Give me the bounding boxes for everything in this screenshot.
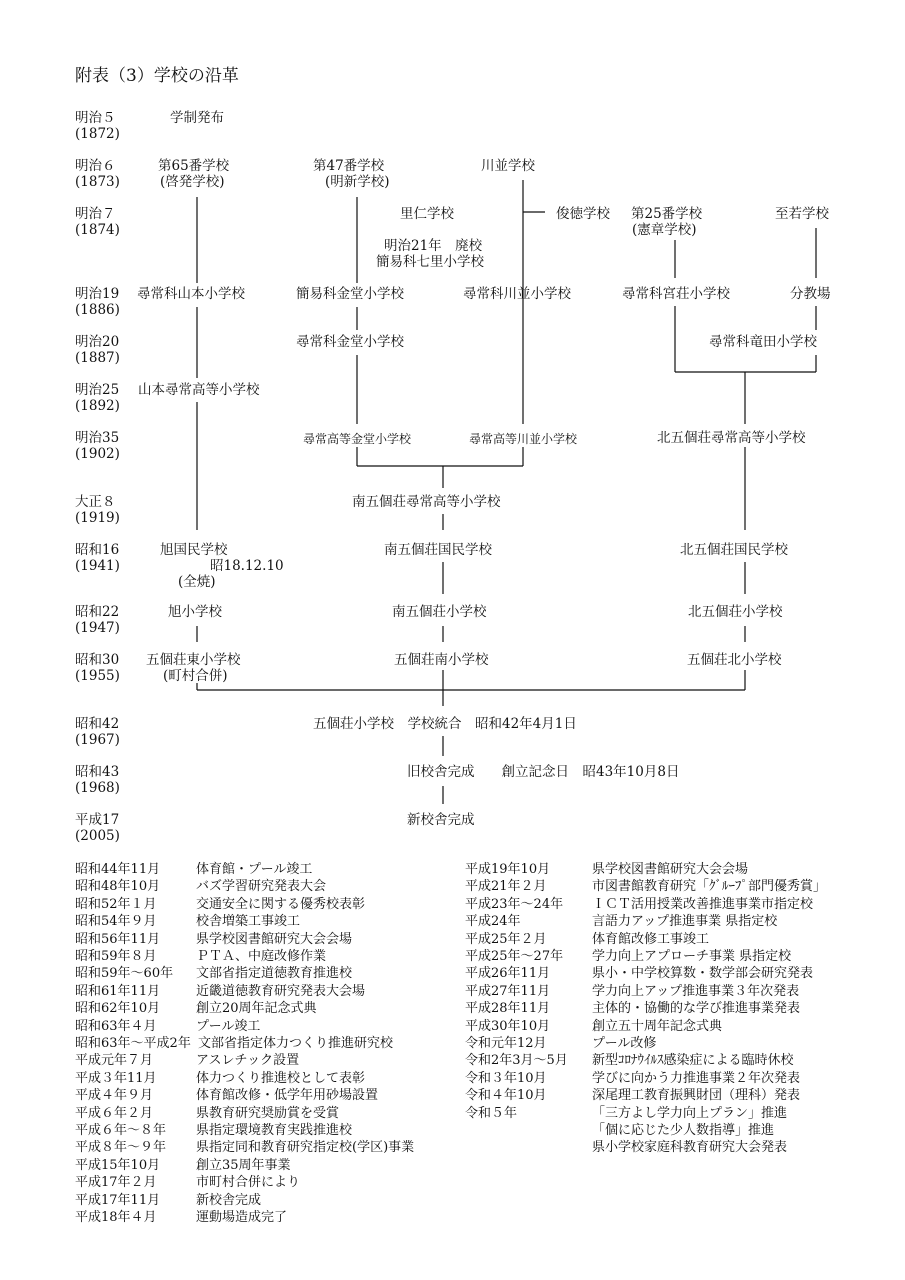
event-date: 令和元年12月 (465, 1036, 547, 1051)
event-text: 県学校図書館研究大会会場 (196, 931, 353, 947)
era-label: 明治20 (75, 334, 120, 350)
event-text: 校舎増築工事竣工 (196, 914, 301, 930)
era-label: 昭和43 (75, 764, 120, 780)
event-text: 交通安全に関する優秀校表彰 (196, 896, 366, 912)
event-date: 平成18年４月 (75, 1210, 157, 1225)
era-label: 明治５ (75, 110, 116, 126)
year-label: (1873) (75, 174, 120, 190)
era-label: 大正８ (75, 494, 116, 510)
event-text: 「個に応じた少人数指導」推進 (592, 1123, 775, 1138)
event-text: 体育館改修・低学年用砂場設置 (196, 1088, 379, 1104)
node-school-65: 第65番学校 (158, 158, 230, 174)
event-date: 平成28年11月 (465, 1001, 551, 1017)
node-shijaku: 至若学校 (775, 206, 829, 222)
event-date: 平成30年10月 (465, 1018, 551, 1034)
event-text: 文部省指定道徳教育推進校 (196, 966, 353, 982)
node-kita-kokumin: 北五個荘国民学校 (680, 542, 788, 558)
event-date: 昭和56年11月 (75, 931, 161, 947)
event-text: 創立20周年記念式典 (196, 1001, 317, 1017)
event-date: 昭和61年11月 (75, 983, 161, 999)
event-date: 平成17年２月 (75, 1175, 157, 1191)
node-gakusei: 学制発布 (170, 110, 224, 126)
event-text: 近畿道徳教育研究発表大会場 (196, 983, 366, 999)
year-label: (1947) (75, 620, 120, 636)
event-date: 平成17年11月 (75, 1192, 161, 1208)
event-text: プール竣工 (196, 1018, 261, 1034)
era-label: 昭和30 (75, 652, 120, 668)
node-yamamoto: 尋常科山本小学校 (137, 286, 245, 302)
event-date: 平成６年～８年 (75, 1123, 167, 1138)
node-school-47: 第47番学校 (313, 158, 385, 174)
event-date: 平成23年～24年 (465, 896, 564, 912)
event-text: 県小・中学校算数・数学部会研究発表 (592, 966, 814, 982)
event-text: 市図書館教育研究「ｸﾞﾙｰﾌﾟ部門優秀賞」 (592, 879, 827, 895)
event-date: 平成元年７月 (75, 1053, 154, 1069)
event-text: アスレチック設置 (196, 1053, 300, 1069)
node-shichiri: 簡易科七里小学校 (376, 254, 484, 270)
event-date: 昭和54年９月 (75, 914, 157, 930)
event-date: 令和５年 (465, 1105, 518, 1121)
event-date: 昭和44年11月 (75, 862, 161, 877)
era-label: 明治35 (75, 430, 120, 446)
event-date: 平成25年２月 (465, 931, 547, 947)
year-label: (1874) (75, 222, 120, 238)
event-date: 平成19年10月 (465, 862, 551, 877)
event-date: 平成27年11月 (465, 983, 551, 999)
year-label: (1886) (75, 302, 120, 318)
node-merge: 五個荘小学校 学校統合 昭和42年4月1日 (313, 716, 577, 732)
event-text: ＰＴＡ、中庭改修作業 (196, 949, 327, 964)
node-kawanami-koto: 尋常高等川並小学校 (469, 432, 578, 446)
event-text: 新型ｺﾛﾅｳｲﾙｽ感染症による臨時休校 (592, 1053, 794, 1069)
event-date: 平成３年11月 (75, 1070, 157, 1086)
event-text: 県小学校家庭科教育研究大会発表 (592, 1140, 788, 1156)
event-date: 昭和62年10月 (75, 1001, 161, 1017)
event-text: 体育館・プール竣工 (196, 862, 313, 877)
year-label: (1902) (75, 446, 120, 462)
node-kita-sho: 北五個荘小学校 (688, 604, 783, 620)
event-text: 運動場造成完了 (196, 1210, 288, 1225)
year-label: (1955) (75, 668, 120, 684)
event-text: 学力向上アプローチ事業 県指定校 (592, 949, 792, 964)
event-text: 言語力アップ推進事業 県指定校 (592, 914, 778, 930)
event-text: 県指定環境教育実践推進校 (196, 1123, 353, 1138)
year-label: (1892) (75, 398, 120, 414)
node-yamamoto-koto: 山本尋常高等小学校 (138, 382, 260, 398)
node-asahi-sho: 旭小学校 (168, 604, 222, 620)
node-burn-date: 昭18.12.10 (210, 558, 284, 574)
node-gokasho-kita: 五個荘北小学校 (687, 652, 782, 668)
node-rijin: 里仁学校 (400, 206, 454, 222)
node-minami-koto: 南五個荘尋常高等小学校 (352, 494, 501, 510)
event-text: 市町村合併により (196, 1175, 301, 1191)
era-label: 明治６ (75, 158, 116, 174)
node-kawanami-jinjo: 尋常科川並小学校 (463, 286, 571, 302)
event-date: 昭和52年１月 (75, 896, 157, 912)
event-text: 主体的・協働的な学び推進事業発表 (592, 1001, 801, 1017)
era-label: 昭和22 (75, 604, 120, 620)
node-kinsai-jinjo: 尋常科金堂小学校 (296, 334, 404, 350)
year-label: (2005) (75, 828, 120, 844)
era-label: 明治19 (75, 286, 120, 302)
event-text: プール改修 (592, 1036, 657, 1051)
event-text: 県学校図書館研究大会会場 (592, 862, 749, 877)
event-date: 平成６年２月 (75, 1105, 154, 1121)
event-date: 昭和48年10月 (75, 879, 161, 895)
node-kawanami: 川並学校 (481, 158, 535, 174)
node-minami-kokumin: 南五個荘国民学校 (384, 542, 492, 558)
event-text: 「三方よし学力向上プラン」推進 (592, 1105, 788, 1121)
node-asahi-kokumin: 旭国民学校 (160, 542, 228, 558)
node-miyanosho: 尋常科宮荘小学校 (622, 286, 730, 302)
event-date: 平成21年２月 (465, 879, 547, 895)
event-date: 昭和63年～平成2年 (75, 1036, 191, 1051)
event-text: 学力向上アップ推進事業３年次発表 (592, 983, 800, 999)
event-date: 平成26年11月 (465, 966, 551, 982)
event-text: 文部省指定体力つくり推進研究校 (198, 1036, 394, 1051)
event-text: 新校舎完成 (196, 1192, 262, 1208)
node-higashi-sub: (町村合併) (163, 668, 228, 684)
node-haiko: 明治21年 廃校 (384, 238, 483, 254)
era-label: 昭和16 (75, 542, 120, 558)
event-date: 令和４年10月 (465, 1088, 547, 1104)
event-date: 昭和59年～60年 (75, 966, 174, 982)
node-school-47-sub: (明新学校) (325, 174, 390, 190)
node-kita-koto: 北五個荘尋常高等小学校 (657, 430, 806, 446)
event-text: 体力つくり推進校として表彰 (196, 1070, 366, 1086)
event-date: 平成８年～９年 (75, 1140, 167, 1156)
era-label: 明治７ (75, 206, 116, 222)
node-school-25-sub: (憲章学校) (632, 222, 697, 238)
event-date: 平成25年～27年 (465, 949, 564, 964)
event-date: 平成15年10月 (75, 1157, 161, 1173)
node-new-building: 新校舎完成 (407, 812, 475, 828)
year-label: (1968) (75, 780, 120, 796)
year-label: (1887) (75, 350, 120, 366)
event-text: 体育館改修工事竣工 (592, 931, 710, 947)
node-kinsai-kani: 簡易科金堂小学校 (296, 286, 404, 302)
event-text: 深尾理工教育振興財団（理科）発表 (592, 1088, 801, 1104)
era-label: 平成17 (75, 812, 120, 828)
event-date: 令和2年3月～5月 (465, 1053, 568, 1069)
node-minami-sho: 南五個荘小学校 (392, 604, 487, 620)
node-old-building: 旧校舎完成 創立記念日 昭43年10月8日 (407, 764, 680, 780)
event-date: 令和３年10月 (465, 1070, 547, 1086)
year-label: (1919) (75, 510, 120, 526)
event-text: バズ学習研究発表大会 (196, 879, 327, 895)
node-kinsai-koto: 尋常高等金堂小学校 (303, 432, 412, 446)
era-label: 明治25 (75, 382, 120, 398)
node-shuntoku: 俊徳学校 (556, 206, 610, 222)
node-school-65-sub: (啓発学校) (160, 174, 225, 190)
event-date: 昭和63年４月 (75, 1018, 157, 1034)
node-burn: (全焼) (178, 574, 216, 590)
event-text: 県教育研究奨励賞を受賞 (196, 1105, 340, 1121)
node-school-25: 第25番学校 (631, 206, 703, 222)
event-date: 平成４年９月 (75, 1088, 154, 1104)
event-text: 学びに向かう力推進事業２年次発表 (592, 1070, 801, 1086)
node-bunkyo: 分教場 (790, 286, 831, 302)
year-label: (1967) (75, 732, 120, 748)
node-tatsuta: 尋常科竜田小学校 (709, 334, 817, 350)
page-title: 附表（3）学校の沿革 (75, 66, 239, 86)
event-date: 昭和59年８月 (75, 949, 157, 964)
year-label: (1941) (75, 558, 120, 574)
node-higashi: 五個荘東小学校 (146, 652, 241, 668)
year-label: (1872) (75, 126, 120, 142)
event-text: ＩＣＴ活用授業改善推進事業市指定校 (592, 896, 814, 912)
event-text: 創立五十周年記念式典 (592, 1018, 723, 1034)
era-label: 昭和42 (75, 716, 120, 732)
event-text: 県指定同和教育研究指定校(学区)事業 (196, 1140, 415, 1156)
node-gokasho-minami: 五個荘南小学校 (394, 652, 489, 668)
event-text: 創立35周年事業 (196, 1157, 291, 1173)
event-date: 平成24年 (465, 914, 521, 930)
